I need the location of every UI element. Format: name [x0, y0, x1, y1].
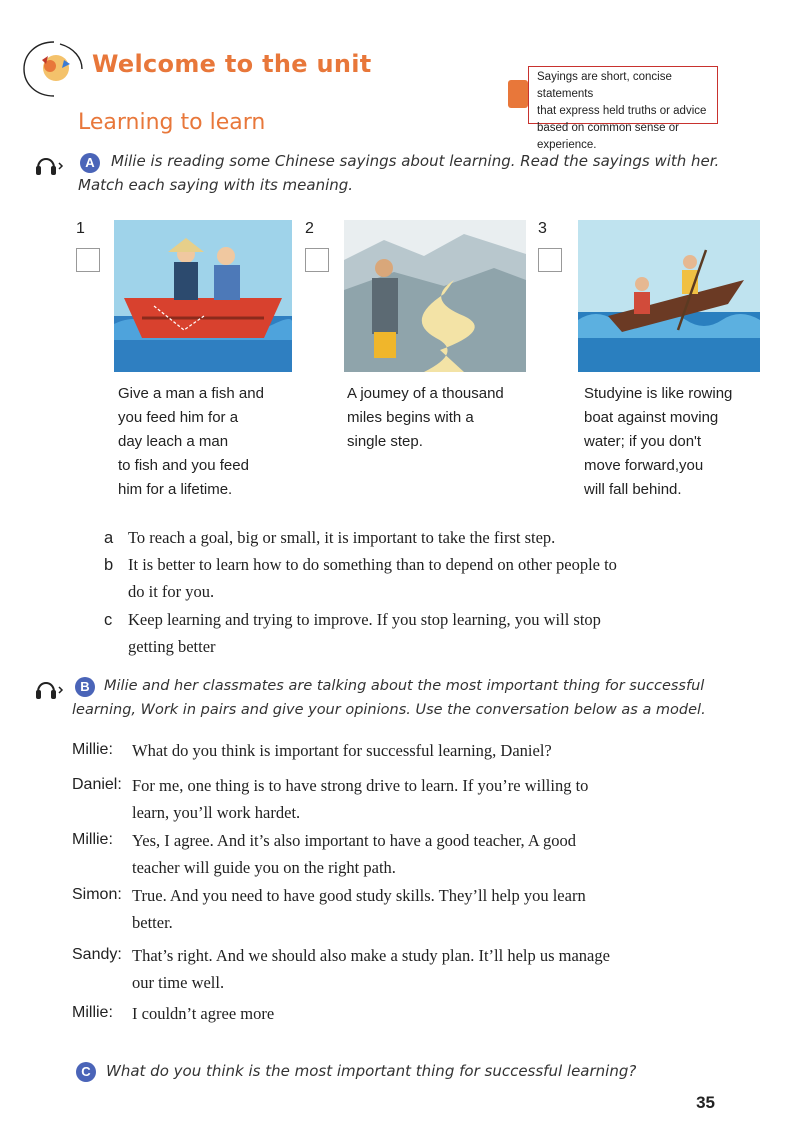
rowing-illustration: [578, 220, 760, 372]
section-b-instruction: learning, Work in pairs and give your opinions. Use the conversation below as a model.: [72, 702, 706, 718]
option-a: [104, 524, 555, 551]
option-c: [104, 606, 601, 633]
caption-line: boat against moving: [584, 409, 719, 426]
speaker-name: Simon:: [72, 886, 122, 903]
unit-title: Welcome to the unit: [92, 50, 372, 78]
dialogue-line: Yes, I agree. And it’s also important to have a good teacher, A good: [132, 831, 576, 850]
saying-3: [584, 382, 732, 502]
headphones-icon[interactable]: [32, 674, 68, 707]
option-letter: a: [104, 529, 114, 547]
option-letter: b: [104, 556, 114, 574]
caption-line: you feed him for a: [118, 409, 239, 426]
note-tab-icon: [508, 80, 528, 108]
option-letter: c: [104, 611, 113, 629]
journey-illustration: [344, 220, 526, 372]
saying-2: [347, 382, 504, 454]
dialogue-line: our time well.: [132, 973, 225, 992]
section-c-instruction: What do you think is the most important thing for successful learning?: [106, 1062, 637, 1080]
answer-box[interactable]: [76, 248, 100, 272]
option-b: [104, 551, 617, 578]
dialogue-line: I couldn’t agree more: [132, 1004, 275, 1023]
note-line: based on common sense or experience.: [537, 122, 679, 151]
speaker-name: Millie:: [72, 831, 113, 848]
section-b-badge: B: [75, 677, 95, 697]
speaker-name: Daniel:: [72, 776, 122, 793]
dialogue-line: teacher will guide you on the right path.: [132, 858, 396, 877]
section-c-badge: C: [76, 1062, 96, 1082]
speaker-name: Sandy:: [72, 946, 122, 963]
dialogue-line: What do you think is important for successful learning, Daniel?: [132, 741, 552, 760]
section-title: Learning to learn: [78, 110, 266, 135]
caption-line: Give a man a fish and: [118, 385, 264, 402]
caption-line: move forward,you: [584, 457, 704, 474]
section-a-instruction: Milie is reading some Chinese sayings about learning. Read the sayings with her.: [111, 152, 720, 170]
note-line: that express held truths or advice: [537, 105, 707, 117]
option-text: do it for you.: [128, 582, 215, 601]
section-a-badge: A: [80, 153, 100, 173]
speaker-name: Millie:: [72, 1004, 113, 1021]
unit-logo-icon: [20, 38, 88, 100]
caption-line: him for a lifetime.: [118, 481, 233, 498]
answer-box[interactable]: [305, 248, 329, 272]
fishing-illustration: [114, 220, 292, 372]
item-number: 2: [305, 220, 314, 237]
dialogue-line: better.: [132, 913, 173, 932]
dialogue-line: For me, one thing is to have strong drive to learn. If you’re willing to: [132, 776, 589, 795]
caption-line: Studyine is like rowing: [584, 385, 733, 402]
caption-line: miles begins with a: [347, 409, 474, 426]
caption-line: single step.: [347, 433, 423, 450]
dialogue-line: learn, you’ll work hardet.: [132, 803, 301, 822]
option-text: To reach a goal, big or small, it is important to take the first step.: [128, 528, 556, 547]
item-number: 3: [538, 220, 547, 237]
option-text: Keep learning and trying to improve. If you stop learning, you will stop: [128, 610, 601, 629]
page-number: 35: [696, 1093, 715, 1112]
caption-line: A joumey of a thousand: [347, 385, 504, 402]
headphones-icon[interactable]: [32, 150, 68, 183]
section-a-instruction: Match each saying with its meaning.: [78, 176, 354, 194]
option-text: It is better to learn how to do something than to depend on other people to: [128, 555, 617, 574]
caption-line: day leach a man: [118, 433, 229, 450]
section-b-instruction: Milie and her classmates are talking about the most important thing for successful: [104, 678, 705, 694]
item-number: 1: [76, 220, 85, 237]
caption-line: will fall behind.: [584, 481, 682, 498]
sayings-note: [528, 66, 718, 151]
speaker-name: Millie:: [72, 741, 113, 758]
saying-1: [118, 382, 264, 502]
option-text: getting better: [128, 637, 216, 656]
answer-box[interactable]: [538, 248, 562, 272]
dialogue-line: That’s right. And we should also make a study plan. It’ll help us manage: [132, 946, 610, 965]
note-line: Sayings are short, concise statements: [537, 71, 672, 100]
caption-line: to fish and you feed: [118, 457, 249, 474]
caption-line: water; if you don't: [584, 433, 702, 450]
dialogue-line: True. And you need to have good study skills. They’ll help you learn: [132, 886, 586, 905]
